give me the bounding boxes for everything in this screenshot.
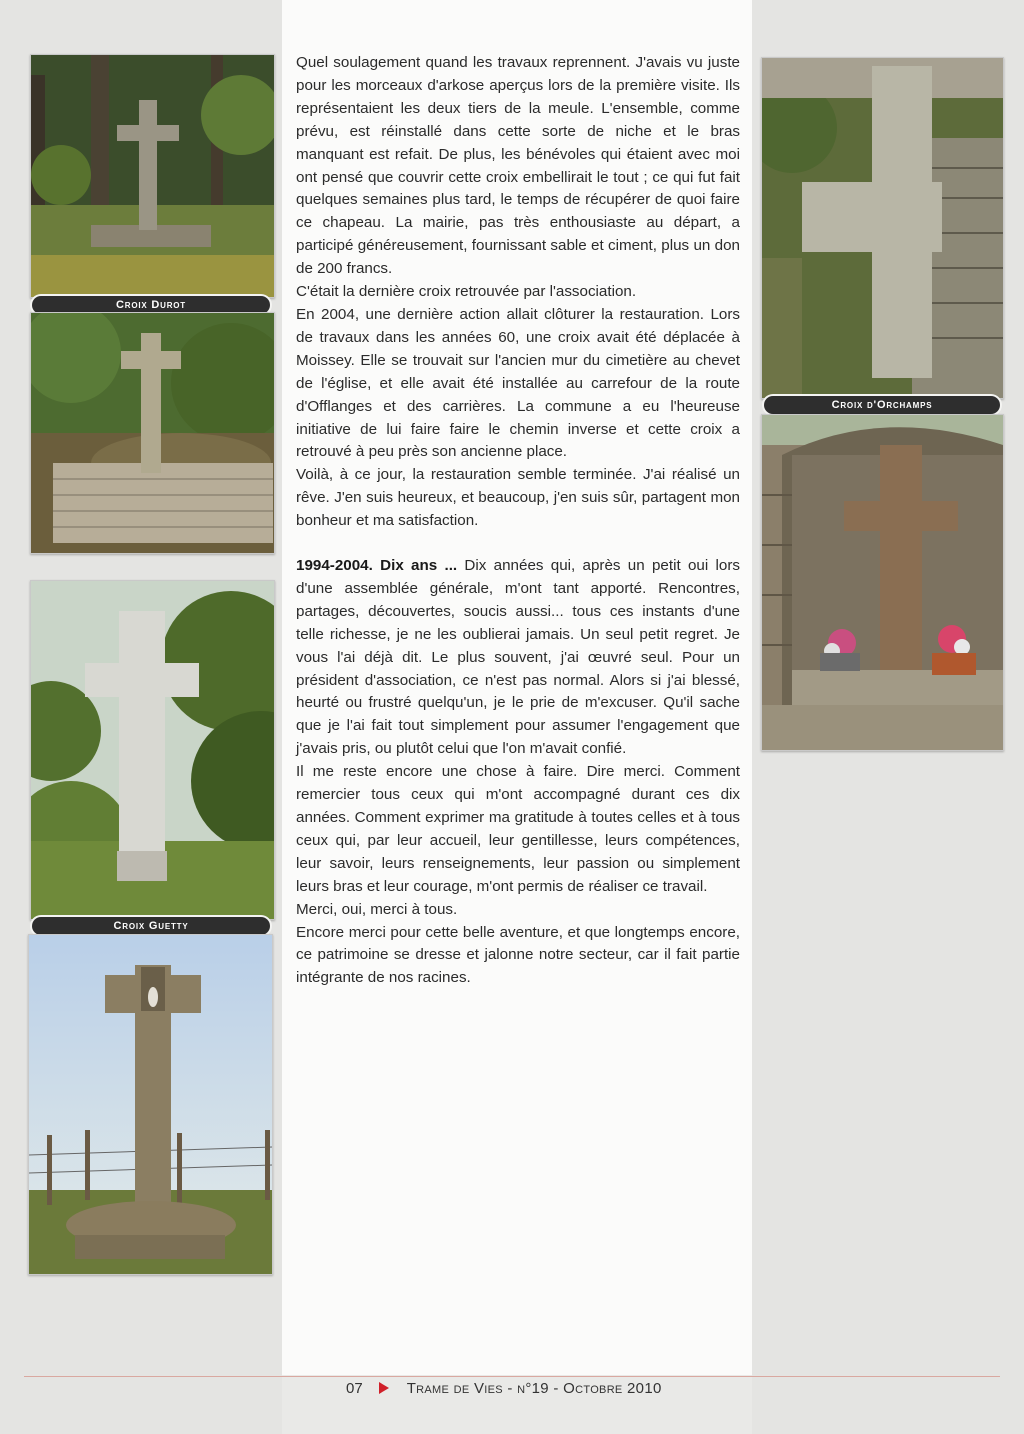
- caption-croix-durot: Croix Durot: [32, 296, 270, 314]
- paragraph: C'était la dernière croix retrouvée par l'association.: [296, 283, 637, 301]
- paragraph: En 2004, une dernière action allait clôturer la restauration. Lors de travaux dans les années 60, une croix avait été déplacée à Moissey. Elle se trouvait sur l'ancien mur du cimetière au chevet de l'église, et elle avait été installée au carrefour de la route d'Offlanges et des carrières. La commune a eu l'heureuse initiative de lui faire faire le chemin inverse et cette croix a retrouvé à peu près son ancienne place.: [296, 305, 740, 461]
- paragraph: Il me reste encore une chose à faire. Dire merci. Comment remercier tous ceux qui m'ont accompagné durant ces dix années. Comment exprimer ma gratitude à toutes celles et à tous ceux qui, par leur accueil, leur gentillesse, leurs compétences, leur savoir, leurs renseignements, leur passion ou simplement leurs bras et leur courage, m'ont permis de réaliser ce travail.: [296, 763, 740, 895]
- croix-socle-image: [31, 313, 274, 553]
- arrow-right-icon: [379, 1382, 389, 1394]
- photo-croix-arche: [761, 414, 1004, 751]
- croix-durot-image: [31, 55, 274, 297]
- croix-orchamps-image: [762, 58, 1003, 398]
- page-number: 07: [346, 1380, 363, 1397]
- croix-niche-image: [29, 935, 272, 1274]
- paragraph: Dix années qui, après un petit oui lors d'une assemblée générale, m'ont tant apporté. Rencontres, partages, découvertes, soucis aussi... tous ces instants d'une telle richesse, je ne les oublierai jamais. Un seul petit regret. Je vous l'ai déjà dit. Le plus souvent, j'ai œuvré seul. Pour un président d'association, ce n'est pas normal. Alors si j'ai blessé, heurté ou frustré quelqu'un, je le prie de m'excuser. Qu'il sache que je l'ai fait tout simplement pour assumer l'engagement que j'avais pris, ou plutôt celui que l'on m'avait confié.: [296, 557, 740, 758]
- article-text: [296, 52, 740, 990]
- croix-arche-image: [762, 415, 1003, 750]
- photo-croix-orchamps: [761, 57, 1004, 399]
- photo-croix-niche: [28, 934, 273, 1275]
- caption-croix-orchamps: Croix d'Orchamps: [764, 396, 1000, 414]
- croix-guetty-image: [31, 581, 274, 919]
- magazine-issue: Trame de Vies - n°19 - Octobre 2010: [406, 1380, 662, 1397]
- page-footer: [346, 1380, 662, 1397]
- footer-rule: [24, 1376, 1000, 1377]
- caption-croix-guetty: Croix Guetty: [32, 917, 270, 935]
- section-lead: 1994-2004. Dix ans ...: [296, 557, 458, 575]
- paragraph: Quel soulagement quand les travaux reprennent. J'avais vu juste pour les morceaux d'arkose aperçus lors de la première visite. Ils représentaient les deux tiers de la meule. L'ensemble, comme prévu, est réinstallé dans cette sorte de niche et le bras manquant est refait. De plus, les bénévoles qui étaient avec moi ont pensé que couvrir cette croix embellirait le tout ; ce qui fut fait quelques semaines plus tard, le temps de récupérer de quoi faire ce chapeau. La mairie, pas très enthousiaste au départ, a participé généreusement, fournissant sable et ciment, plus un don de 200 francs.: [296, 54, 740, 278]
- photo-croix-socle: [30, 312, 275, 554]
- paragraph: Encore merci pour cette belle aventure, et que longtemps encore, ce patrimoine se dresse et jalonne notre secteur, car il fait partie intégrante de nos racines.: [296, 923, 740, 987]
- section-two-intro: [296, 555, 740, 761]
- paragraph: Voilà, à ce jour, la restauration semble terminée. J'ai réalisé un rêve. J'en suis heureux, et beaucoup, j'en suis sûr, partagent mon bonheur et ma satisfaction.: [296, 466, 740, 530]
- photo-croix-guetty: [30, 580, 275, 920]
- paragraph: Merci, oui, merci à tous.: [296, 900, 458, 918]
- photo-croix-durot: [30, 54, 275, 298]
